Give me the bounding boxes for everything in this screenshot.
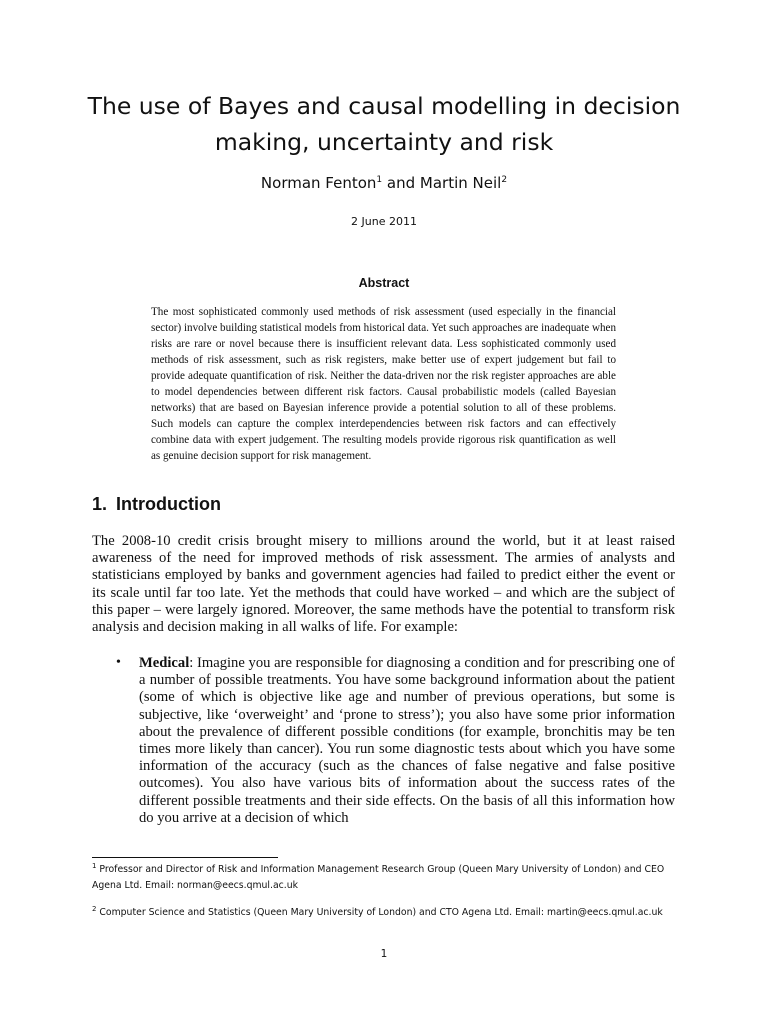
section-heading-introduction [92,494,221,515]
footnote-2-text: Computer Science and Statistics (Queen Mary University of London) and CTO Agena Ltd. Email: martin@eecs.qmul.ac.uk [96,907,663,918]
paper-title: The use of Bayes and causal modelling in decision making, uncertainty and risk [87,92,681,156]
introduction-paragraph: The 2008-10 credit crisis brought misery to millions around the world, but it at least raised awareness of the need for improved methods of risk assessment. The armies of analysts and statisticians employed by banks and government agencies had failed to predict either the event or its scale until far too late. Yet the methods that could have worked – and which are the subject of this paper – were largely ignored. Moreover, the same methods have the potential to transform risk analysis and decision making in all walks of life. For example: [92,533,675,636]
abstract-body: The most sophisticated commonly used methods of risk assessment (used especially in the financial sector) involve building statistical models from historical data. Yet such approaches are inadequate when risks are rare or novel because there is insufficient relevant data. Less sophisticated commonly used methods of risk assessment, such as risk registers, make better use of expert judgement but fail to provide adequate quantification of risk. Neither the data-driven nor the risk register approaches are able to model dependencies between different risk factors. Causal probabilistic models (called Bayesian networks) that are based on Bayesian inference provide a potential solution to all of these problems. Such models can capture the complex interdependencies between risk factors and can effectively combine data with expert judgement. The resulting models provide rigorous risk quantification as well as genuine decision support for risk management. [151,306,616,462]
bullet-icon: • [116,655,121,670]
footnote-1 [92,862,692,894]
footnote-1-text: Professor and Director of Risk and Information Management Research Group (Queen Mary University of London) and CEO Agena Ltd. Email: norman@eecs.qmul.ac.uk [92,864,665,891]
footnote-2 [92,905,692,921]
footnote-divider [92,857,278,858]
author-2-footnote-marker[interactable]: 2 [501,175,508,185]
bullet-list-item [92,655,675,827]
bullet-text [139,655,675,827]
author-1-footnote-marker[interactable]: 1 [376,175,383,185]
bullet-body: : Imagine you are responsible for diagnosing a condition and for prescribing one of a number of possible treatments. You have some background information about the patient (some of which is objective like age and number of previous operations, but some is subjective, like ‘overweight’ and ‘prone to stress’); you also have some prior information about the prevalence of different possible conditions (for example, bronchitis may be ten times more likely than cancer). You run some diagnostic tests about which you have some information of the accuracy (such as the chances of false negative and false positive outcomes). You also have various bits of information about the success rates of the different possible treatments and their side effects. On the basis of all this information how do you arrive at a decision of which [139,655,675,826]
author-line [60,174,708,192]
section-title: Introduction [116,494,221,514]
author-2-name: Martin Neil [419,174,502,192]
footnote-1-marker: 1 [92,861,97,870]
footnote-2-marker: 2 [92,904,97,913]
section-number: 1. [92,494,108,514]
publication-date: 2 June 2011 [351,215,417,228]
abstract-heading: Abstract [358,276,410,290]
author-1-name: Norman Fenton [260,174,377,192]
author-connector: and [382,174,420,192]
bullet-label: Medical [139,655,190,671]
page-number: 1 [380,948,388,960]
